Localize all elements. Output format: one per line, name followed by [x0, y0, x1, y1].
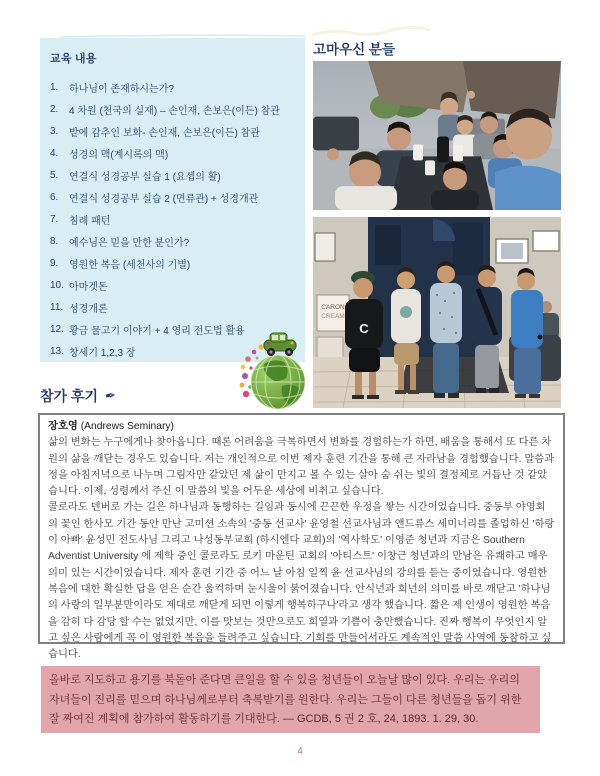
quote-source: — GCDB, 5 권 2 호, 24, 1893. 1. 29, 30. [282, 713, 479, 725]
svg-text:CARON: CARON [321, 304, 345, 311]
list-item: 12. 황금 물고기 이야기 + 4 영리 전도법 활용 [50, 323, 245, 337]
review-section-title: 참가 후기 ✒ [40, 387, 117, 404]
review-affiliation: (Andrews Seminary) [77, 421, 174, 432]
list-item: 3. 밭에 감추인 보화- 손인재, 손보은(이든) 참관 [50, 125, 260, 139]
quill-pen-icon: ✒ [103, 387, 117, 404]
list-item: 6. 연결식 성경공부 실습 2 (면류관) + 성경개관 [50, 191, 259, 205]
quote-text: 올바로 지도하고 용기를 북돋아 준다면 큰일을 할 수 있을 청년들이 오늘날 많이 있다. 우리는 우리의 자녀들이 진리를 믿으며 하나님께로부터 축복받기를 원한다. 우리는 그들이 다른 청년들을 돕기 위한 잘 짜여진 계획에 참가하여 활동하기를 기대한다. [49, 674, 522, 725]
list-item: 11. 성경개론 [50, 301, 108, 315]
review-text-box [38, 413, 565, 661]
review-paragraph: 삶의 변화는 누구에게나 찾아옵니다. 때론 어려움을 극복하면서 변화를 경험하는가 하면, 배움을 통해서 또 다른 차원의 삶을 깨닫는 경우도 있습니다. 저는 개인적으로 이번 제자 훈련 기간을 통해 큰 자라남을 경험했습니다. 말씀과 정을 아침저녁으로 나누며 그림자만 같았던 제 삶이 만지고 볼 수 있는 살아 숨 쉬는 빛의 결정체로 거듭난 것 같았습니다. 이제, 성령께서 주신 이 말씀의 빛을 어두운 세상에 비취고 싶습니다. [48, 437, 555, 498]
list-item: 9. 영원한 복음 (세천사의 기별) [50, 257, 191, 271]
review-paragraph: 콜로라도 덴버로 가는 길은 하나님과 동행하는 길임과 동시에 끈끈한 우정을 쌓는 시간이었습니다. 중동부 야영회의 꽃인 한사모 기간 동안 만난 고미션 소속의 '중동 선교사' 윤영철 선교사님과 앤드류스 세미너리를 졸업하신 '하랑이 아빠' 윤성민 전도사님 그리고 나성동부교회 (하시엔다 교회)의 '역사학도' 이영준 청년과 지금은 Southern Adventist University 에 제학 중인 콜로라도 로키 마운틴 교회의 '아티스트' 이창근 청년과의 만남은 유쾌하고 매우 의미 있는 시간이었습니다. 제자 훈련 기간 중 어느 날 아침 일찍 윤 선교사님의 강의를 듣는 중이었습니다. 영원한 복음에 대한 확실한 답을 얻은 순간 울컥하며 눈시울이 붉어졌습니다. 안식년과 희년의 의미를 바로 깨닫고 '하나님의 사랑의 일부분만이라도 제대로 깨닫게 되면 이렇게 행복하구나'라고 생각 했습니다. 짧은 제 인생이 영원한 복음을 감히 다 감당 할 수는 없었지만, 이를 맛보는 것만으로도 희열과 기쁨이 충만했습니다. 진짜 행복이 무엇인지 알고 싶은 사람에게 꼭 이 영원한 복음을 들려주고 싶습니다. 기회를 만들어서라도 계속적인 말씀 사역에 동참하고 싶습니다. [48, 502, 555, 661]
globe-car-graphic [234, 330, 310, 414]
quote-box [41, 666, 540, 733]
education-contents-box [40, 38, 305, 362]
list-item: 13. 창세기 1,2,3 장 [50, 345, 136, 359]
page-number: 4 [297, 746, 303, 757]
list-item: 7. 침례 패턴 [50, 213, 111, 227]
education-title: 교육 내용 [50, 53, 97, 65]
list-item: 10. 아마겟돈 [50, 279, 108, 293]
education-list [48, 76, 297, 362]
svg-text:CREAM: CREAM [321, 313, 345, 320]
photo-outdoor-group-selfie [313, 61, 561, 210]
list-item: 1. 하나님이 존재하시는가? [50, 81, 174, 95]
review-author-line [48, 419, 555, 435]
list-item: 2. 4 차원 (천국의 실재) – 손인재, 손보은(이든) 참관 [50, 103, 280, 117]
list-item: 4. 성경의 맥(계시록의 맥) [50, 147, 169, 161]
photo-indoor-group [313, 217, 561, 408]
thanks-section-title: 고마우신 분들 [313, 42, 395, 57]
list-item: 5. 연결식 성경공부 실습 1 (요셉의 활) [50, 169, 221, 183]
list-item: 8. 예수님은 믿을 만한 분인가? [50, 235, 190, 249]
review-author: 장호영 [48, 421, 78, 432]
svg-text:C: C [359, 321, 369, 336]
